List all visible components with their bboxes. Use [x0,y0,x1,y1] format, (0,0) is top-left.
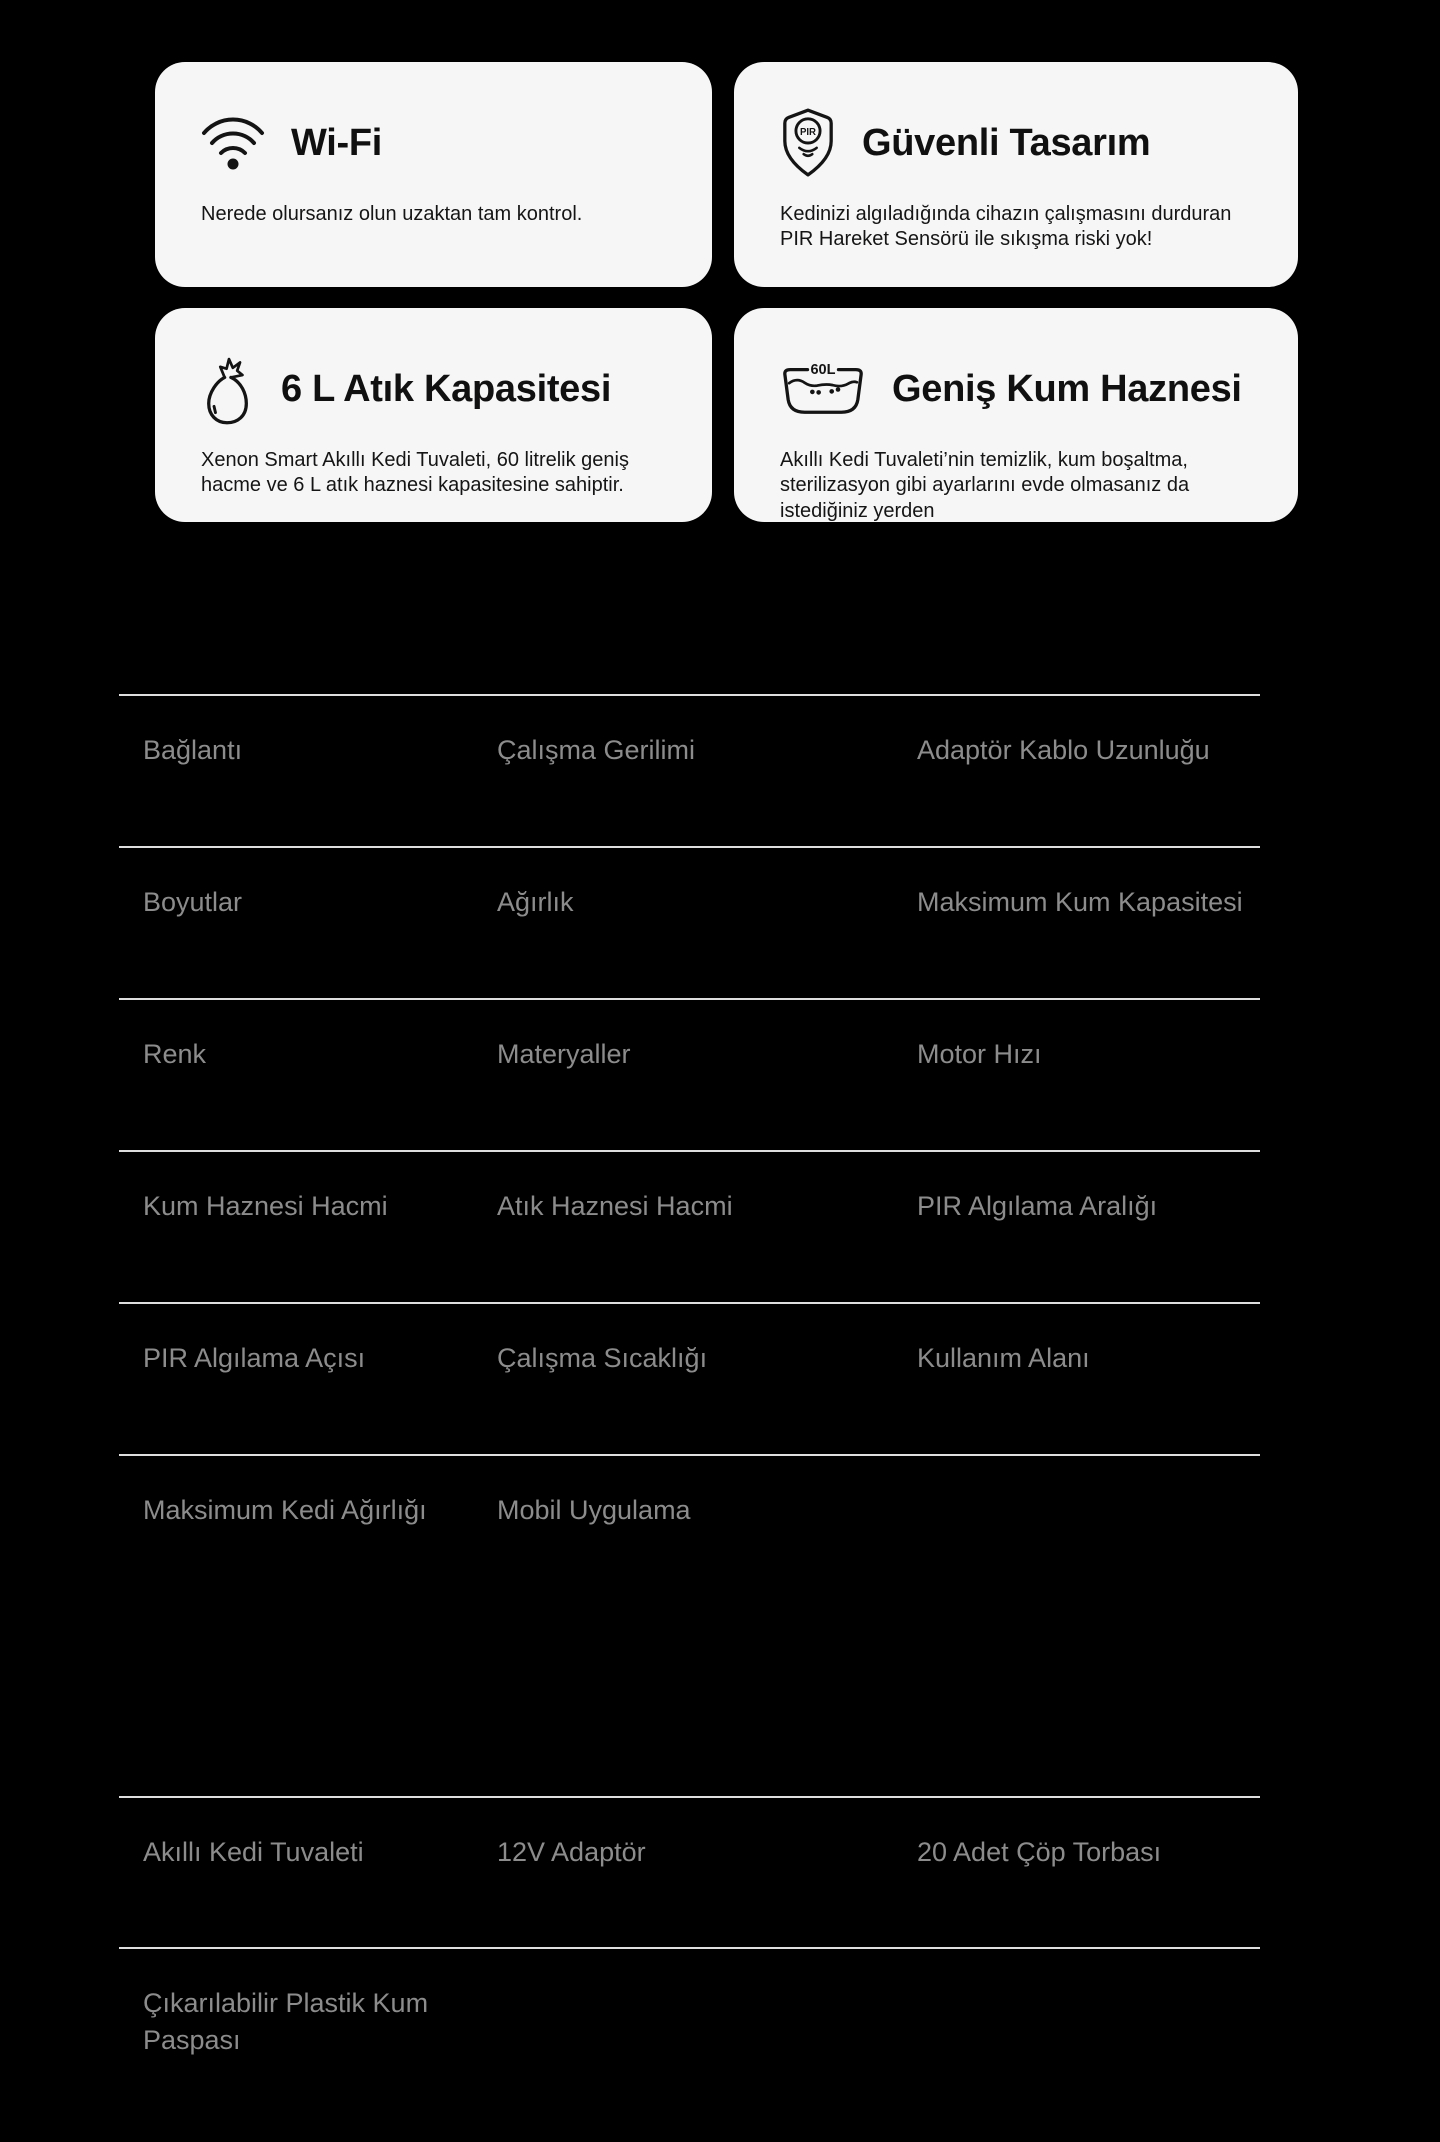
spec-label-materyaller: Materyaller [497,1039,631,1069]
spec-label-mobil-uygulama: Mobil Uygulama [497,1495,691,1525]
spec-label-adaptor-kablo-uzunlugu: Adaptör Kablo Uzunluğu [917,735,1210,765]
card-header [201,102,670,184]
card-header [201,348,670,430]
table-row [119,998,1260,1150]
litter-box-icon [780,359,866,419]
waste-bag-icon [201,351,255,427]
package-item-12v-adaptor: 12V Adaptör [497,1837,646,1867]
feature-card-wifi [155,62,712,287]
table-row [119,1454,1260,1796]
spec-label-empty [917,1456,1284,1796]
spec-label-atik-haznesi-hacmi: Atık Haznesi Hacmi [497,1191,733,1221]
wifi-icon [201,114,265,172]
card-description: Xenon Smart Akıllı Kedi Tuvaleti, 60 litrelik geniş hacme ve 6 L atık haznesi kapasitesine sahiptir. [201,449,629,497]
spec-label-boyutlar: Boyutlar [143,887,243,917]
spec-label-maksimum-kedi-agirligi: Maksimum Kedi Ağırlığı [143,1495,427,1525]
specification-table [119,694,1260,2142]
card-title: Wi-Fi [291,121,383,164]
package-item-cop-torbasi: 20 Adet Çöp Torbası [917,1837,1162,1867]
table-row [119,1947,1260,2142]
table-row [119,1302,1260,1454]
table-row [119,1150,1260,1302]
card-title: Güvenli Tasarım [862,121,1151,164]
pir-shield-icon [780,107,836,179]
pir-icon-label: PIR [799,126,817,138]
card-description: Nerede olursanız olun uzaktan tam kontrol. [201,203,583,225]
spec-label-agirlik: Ağırlık [497,887,574,917]
spec-label-pir-algilama-acisi: PIR Algılama Açısı [143,1343,366,1373]
card-title: Geniş Kum Haznesi [892,367,1242,410]
package-item-kum-paspasi: Çıkarılabilir Plastik Kum Paspası [143,1988,429,2056]
card-description: Akıllı Kedi Tuvaleti’nin temizlik, kum boşaltma, sterilizasyon gibi ayarlarını evde olmasanız da istediğiniz yerden [780,449,1190,522]
feature-cards [155,62,1298,522]
package-item-empty [917,1949,1284,2142]
spec-label-pir-algilama-araligi: PIR Algılama Aralığı [917,1191,1158,1221]
feature-card-safe-design [734,62,1298,287]
spec-label-calisma-sicakligi: Çalışma Sıcaklığı [497,1343,708,1373]
spec-label-maksimum-kum-kapasitesi: Maksimum Kum Kapasitesi [917,887,1243,917]
spec-label-renk: Renk [143,1039,207,1069]
spec-label-motor-hizi: Motor Hızı [917,1039,1042,1069]
table-row [119,846,1260,998]
spec-label-kum-haznesi-hacmi: Kum Haznesi Hacmi [143,1191,388,1221]
litter-volume-label: 60L [810,362,836,378]
card-description: Kedinizi algıladığında cihazın çalışmasını durduran PIR Hareket Sensörü ile sıkışma riski yok! [780,203,1232,251]
feature-card-litter-capacity [734,308,1298,522]
feature-card-waste-capacity [155,308,712,522]
spec-label-baglanti: Bağlantı [143,735,243,765]
package-item-akilli-kedi-tuvaleti: Akıllı Kedi Tuvaleti [143,1837,364,1867]
spec-label-calisma-gerilimi: Çalışma Gerilimi [497,735,696,765]
card-title: 6 L Atık Kapasitesi [281,367,612,410]
table-row [119,1796,1260,1947]
package-item-empty [497,1949,917,2142]
table-row [119,694,1260,846]
card-header [780,348,1256,430]
spec-label-kullanim-alani: Kullanım Alanı [917,1343,1090,1373]
card-header [780,102,1256,184]
